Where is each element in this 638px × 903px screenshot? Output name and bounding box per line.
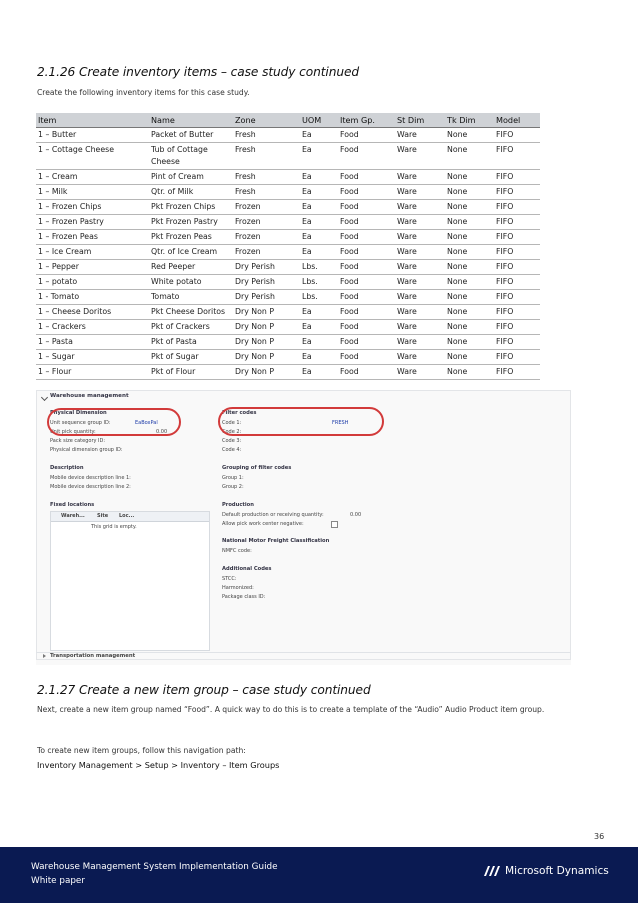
column-header: Name [149,113,233,128]
column-header: UOM [300,113,338,128]
table-cell: 1 – Cream [36,170,149,185]
table-cell: 1 – Sugar [36,350,149,365]
table-cell: Food [338,170,395,185]
filter-code2-label: Code 2: [222,429,242,435]
table-cell: 1 – Crackers [36,320,149,335]
table-row [36,200,540,215]
table-cell: Tub of Cottage Cheese [149,143,233,170]
table-cell: Dry Non P [233,335,300,350]
table-cell: Ware [395,245,445,260]
table-cell: FIFO [494,275,540,290]
table-cell: Food [338,290,395,305]
description-title: Description [50,465,84,471]
filter-code3-label: Code 3: [222,438,242,444]
table-cell: Food [338,365,395,380]
unit-sequence-label: Unit sequence group ID: [50,420,111,426]
table-cell: FIFO [494,335,540,350]
table-cell: Food [338,128,395,143]
table-cell: Food [338,260,395,275]
table-cell: Food [338,143,395,170]
pack-size-label: Pack size category ID: [50,438,106,444]
table-cell: None [445,200,494,215]
table-cell: Dry Non P [233,350,300,365]
table-cell: Ea [300,143,338,170]
table-cell: Qtr. of Milk [149,185,233,200]
table-cell: Ea [300,335,338,350]
table-cell: Ware [395,128,445,143]
table-cell: Dry Non P [233,320,300,335]
fasttab-warehouse-management[interactable]: Warehouse management [50,393,129,399]
table-cell: Ware [395,230,445,245]
table-cell: None [445,170,494,185]
allow-negative-label: Allow pick work center negative: [222,521,304,527]
default-quantity-value[interactable]: 0.00 [350,512,362,518]
table-cell: Food [338,215,395,230]
table-cell: None [445,335,494,350]
section-heading-2-1-27: 2.1.27 Create a new item group – case study continued [37,683,371,697]
highlight-oval-filter [218,407,384,436]
table-cell: Ware [395,320,445,335]
table-cell: FIFO [494,320,540,335]
stcc-label: STCC: [222,576,237,582]
table-cell: Ea [300,350,338,365]
navigation-path: Inventory Management > Setup > Inventory – Item Groups [37,760,280,770]
table-cell: FIFO [494,245,540,260]
physical-dimension-title: Physical Dimension [50,410,107,416]
table-cell: Pkt Frozen Peas [149,230,233,245]
table-cell: 1 – Milk [36,185,149,200]
table-row [36,320,540,335]
table-cell: 1 - Tomato [36,290,149,305]
table-cell: Frozen [233,215,300,230]
column-header: St Dim [395,113,445,128]
inventory-items-table [36,113,540,380]
table-cell: FIFO [494,200,540,215]
table-cell: None [445,185,494,200]
table-cell: 1 – potato [36,275,149,290]
table-cell: Lbs. [300,260,338,275]
filter-code4-label: Code 4: [222,447,242,453]
table-cell: Tomato [149,290,233,305]
table-cell: 1 – Flour [36,365,149,380]
physical-dimension-group-label: Physical dimension group ID: [50,447,123,453]
table-cell: Qtr. of Ice Cream [149,245,233,260]
group1-label: Group 1: [222,475,244,481]
table-cell: Packet of Butter [149,128,233,143]
table-cell: Ware [395,305,445,320]
table-cell: Frozen [233,230,300,245]
unit-sequence-value[interactable]: EaBoxPal [135,420,158,426]
table-cell: 1 – Cheese Doritos [36,305,149,320]
mobile-desc-line2-label: Mobile device description line 2: [50,484,131,490]
table-cell: Dry Perish [233,290,300,305]
production-title: Production [222,502,254,508]
table-cell: Food [338,245,395,260]
table-cell: Pkt of Flour [149,365,233,380]
table-row [36,335,540,350]
table-cell: None [445,230,494,245]
page-footer [0,847,638,903]
column-header: Item [36,113,149,128]
table-header-row [36,113,540,128]
nmfc-title: National Motor Freight Classification [222,538,330,544]
footer-title: Warehouse Management System Implementation Guide [31,862,278,872]
table-cell: None [445,260,494,275]
table-cell: None [445,350,494,365]
table-row [36,350,540,365]
table-row [36,185,540,200]
table-cell: Food [338,320,395,335]
table-cell: Food [338,200,395,215]
grid-col-location[interactable]: Loc... [119,513,135,519]
table-cell: Food [338,305,395,320]
table-row [36,230,540,245]
table-cell: None [445,245,494,260]
unit-pick-quantity-value[interactable]: 0.00 [156,429,168,435]
table-cell: Dry Perish [233,260,300,275]
table-cell: Ea [300,128,338,143]
table-cell: None [445,275,494,290]
section-intro: Create the following inventory items for this case study. [37,88,250,97]
table-cell: Ea [300,185,338,200]
table-cell: None [445,305,494,320]
table-cell: Ware [395,200,445,215]
table-cell: Pkt Cheese Doritos [149,305,233,320]
table-cell: Fresh [233,170,300,185]
table-cell: Dry Non P [233,305,300,320]
table-cell: FIFO [494,170,540,185]
table-cell: FIFO [494,230,540,245]
table-cell: Pkt Frozen Pastry [149,215,233,230]
table-cell: 1 – Cottage Cheese [36,143,149,170]
table-cell: 1 – Frozen Pastry [36,215,149,230]
table-cell: 1 – Ice Cream [36,245,149,260]
table-cell: 1 – Butter [36,128,149,143]
table-cell: FIFO [494,128,540,143]
table-cell: Frozen [233,245,300,260]
table-cell: Ea [300,305,338,320]
table-cell: Ware [395,365,445,380]
warehouse-management-screenshot [36,390,571,665]
table-cell: None [445,143,494,170]
column-header: Tk Dim [445,113,494,128]
table-cell: Food [338,230,395,245]
table-row [36,290,540,305]
table-cell: 1 – Frozen Chips [36,200,149,215]
table-row [36,260,540,275]
table-cell: 1 – Pepper [36,260,149,275]
table-cell: FIFO [494,185,540,200]
column-header: Item Gp. [338,113,395,128]
filter-code1-value[interactable]: FRESH [332,420,349,426]
table-cell: Pkt of Crackers [149,320,233,335]
table-cell: Ea [300,320,338,335]
table-cell: Ea [300,230,338,245]
table-cell: FIFO [494,260,540,275]
grid-col-site[interactable]: Site [97,513,109,519]
table-cell: FIFO [494,305,540,320]
default-quantity-label: Default production or receiving quantity: [222,512,324,518]
table-cell: White potato [149,275,233,290]
brand-name: Microsoft Dynamics [505,865,609,877]
table-cell: Ea [300,170,338,185]
table-cell: FIFO [494,215,540,230]
footer-subtitle: White paper [31,876,85,886]
table-cell: Pint of Cream [149,170,233,185]
table-cell: Ware [395,143,445,170]
filter-code1-label: Code 1: [222,420,242,426]
mobile-desc-line1-label: Mobile device description line 1: [50,475,131,481]
page-number: 36 [594,832,605,841]
section2-paragraph2: To create new item groups, follow this navigation path: [37,746,246,755]
fixed-locations-title: Fixed locations [50,502,95,508]
table-cell: Ea [300,200,338,215]
table-body [36,128,540,380]
table-cell: Ware [395,170,445,185]
microsoft-dynamics-logo [484,865,609,877]
column-header: Model [494,113,540,128]
table-cell: Lbs. [300,290,338,305]
table-cell: Food [338,275,395,290]
table-row [36,305,540,320]
table-cell: Red Peeper [149,260,233,275]
table-cell: Ware [395,335,445,350]
table-cell: Food [338,185,395,200]
table-cell: FIFO [494,365,540,380]
table-cell: Pkt Frozen Chips [149,200,233,215]
table-cell: Fresh [233,143,300,170]
table-cell: Fresh [233,185,300,200]
table-row [36,275,540,290]
column-header: Zone [233,113,300,128]
table-cell: Pkt of Pasta [149,335,233,350]
section-heading-2-1-26: 2.1.26 Create inventory items – case study continued [37,65,359,79]
unit-pick-quantity-label: Unit pick quantity: [50,429,96,435]
filter-codes-title: Filter codes [222,410,257,416]
section2-paragraph1: Next, create a new item group named “Food”. A quick way to do this is to create a template of the “Audio” Audio Product item group. [37,705,545,714]
table-cell: Pkt of Sugar [149,350,233,365]
highlight-oval-physical [47,408,181,436]
dynamics-logo-icon [484,866,502,876]
table-cell: Food [338,350,395,365]
grid-col-warehouse[interactable]: Wareh... [61,513,85,519]
table-cell: Ware [395,350,445,365]
table-cell: FIFO [494,350,540,365]
additional-codes-title: Additional Codes [222,566,272,572]
nmfc-code-label: NMFC code: [222,548,252,554]
table-row [36,143,540,170]
allow-negative-checkbox[interactable] [331,521,338,528]
table-cell: Lbs. [300,275,338,290]
table-cell: Ware [395,215,445,230]
table-row [36,170,540,185]
table-cell: Ware [395,275,445,290]
table-cell: Food [338,335,395,350]
fasttab-transportation-management[interactable]: Transportation management [50,653,136,659]
grid-empty-text: This grid is empty. [91,524,137,530]
table-row [36,365,540,380]
table-cell: 1 – Frozen Peas [36,230,149,245]
table-cell: None [445,290,494,305]
table-cell: FIFO [494,143,540,170]
table-cell: None [445,215,494,230]
table-cell: Dry Non P [233,365,300,380]
table-cell: Ea [300,215,338,230]
expand-arrow-icon[interactable] [43,654,46,658]
table-cell: Ea [300,245,338,260]
table-cell: Ware [395,260,445,275]
table-cell: None [445,365,494,380]
fixed-locations-grid[interactable] [50,511,210,651]
group2-label: Group 2: [222,484,244,490]
table-cell: Ware [395,185,445,200]
table-cell: Fresh [233,128,300,143]
table-cell: 1 – Pasta [36,335,149,350]
table-cell: Ea [300,365,338,380]
table-cell: None [445,320,494,335]
table-cell: Dry Perish [233,275,300,290]
grouping-title: Grouping of filter codes [222,465,292,471]
table-cell: FIFO [494,290,540,305]
table-cell: Frozen [233,200,300,215]
harmonized-label: Harmonized: [222,585,254,591]
package-class-label: Package class ID: [222,594,266,600]
table-row [36,245,540,260]
table-cell: Ware [395,290,445,305]
table-row [36,215,540,230]
table-cell: None [445,128,494,143]
table-row [36,128,540,143]
